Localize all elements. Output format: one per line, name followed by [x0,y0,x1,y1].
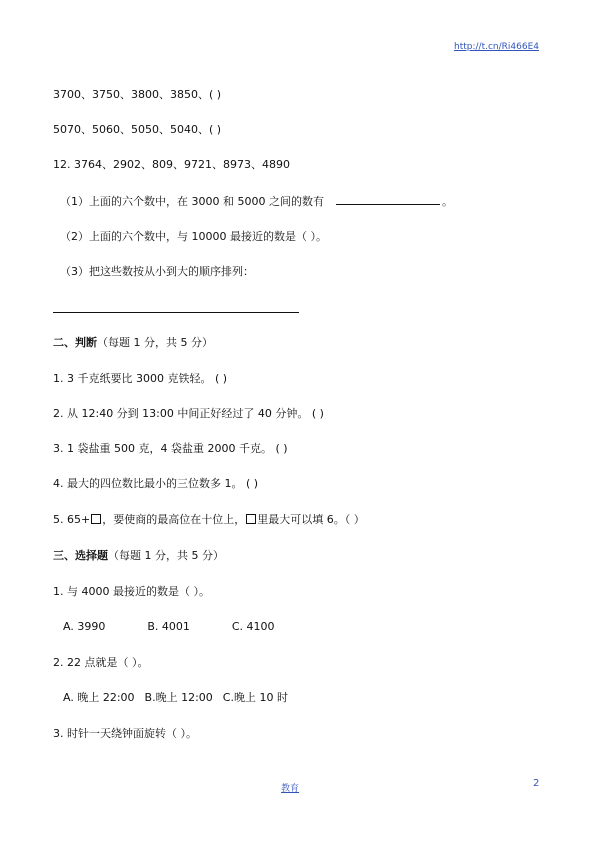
question-12-part-2: （2）上面的六个数中，与 10000 最接近的数是（ ）。 [60,230,327,243]
footer-link[interactable]: 教育 [281,784,300,794]
section-3-note: （每题 1 分，共 5 分） [108,549,224,562]
answer-line[interactable] [53,312,299,313]
question-12: 12. 3764、2902、809、9721、8973、4890 [53,158,290,171]
page-number: 2 [533,778,540,789]
choice-question-2: 2. 22 点就是（ ）。 [53,656,149,669]
option-a[interactable]: A. 3990 [63,620,106,633]
question-12-part-3: （3）把这些数按从小到大的顺序排列： [60,265,254,278]
choice-options-2 [63,691,288,705]
judge-item-3: 3. 1 袋盐重 500 克，4 袋盐重 2000 千克。 ( ) [53,442,288,455]
option-a[interactable]: A. 晚上 22:00 [63,691,135,704]
judge-item-1: 1. 3 千克纸要比 3000 克铁轻。 ( ) [53,372,228,385]
answer-blank[interactable] [336,194,440,205]
section-3-heading [53,549,224,563]
choice-question-3: 3. 时针一天绕钟面旋转（ ）。 [53,727,197,740]
judge-item-2: 2. 从 12:40 分到 13:00 中间正好经过了 40 分钟。 ( ) [53,407,324,420]
judge-item-5 [53,513,365,527]
judge-item-4: 4. 最大的四位数比最小的三位数多 1。 ( ) [53,477,259,490]
section-2-heading [53,336,213,350]
option-c[interactable]: C.晚上 10 时 [222,691,288,704]
sequence-line-1: 3700、3750、3800、3850、( ) [53,88,222,101]
sequence-line-2: 5070、5060、5050、5040、( ) [53,123,222,136]
square-box-icon [246,514,256,524]
option-b[interactable]: B. 4001 [147,620,190,633]
judge-item-5-end: 里最大可以填 6。（ ） [257,513,365,526]
choice-options-1 [63,620,275,634]
option-b[interactable]: B.晚上 12:00 [144,691,213,704]
header-link[interactable]: http://t.cn/Ri466E4 [454,42,539,52]
option-c[interactable]: C. 4100 [231,620,275,633]
section-2-title: 二、判断 [53,336,97,349]
choice-question-1: 1. 与 4000 最接近的数是（ ）。 [53,585,210,598]
square-box-icon [91,514,101,524]
judge-item-5-start: 5. 65+ [53,513,91,526]
section-2-note: （每题 1 分，共 5 分） [97,336,213,349]
judge-item-5-middle: ，要使商的最高位在十位上， [102,513,246,526]
question-12-part-1-end: 。 [441,195,453,208]
section-3-title: 三、选择题 [53,549,108,562]
question-12-part-1 [60,194,453,209]
question-12-part-1-text: （1）上面的六个数中，在 3000 和 5000 之间的数有 [60,195,324,208]
